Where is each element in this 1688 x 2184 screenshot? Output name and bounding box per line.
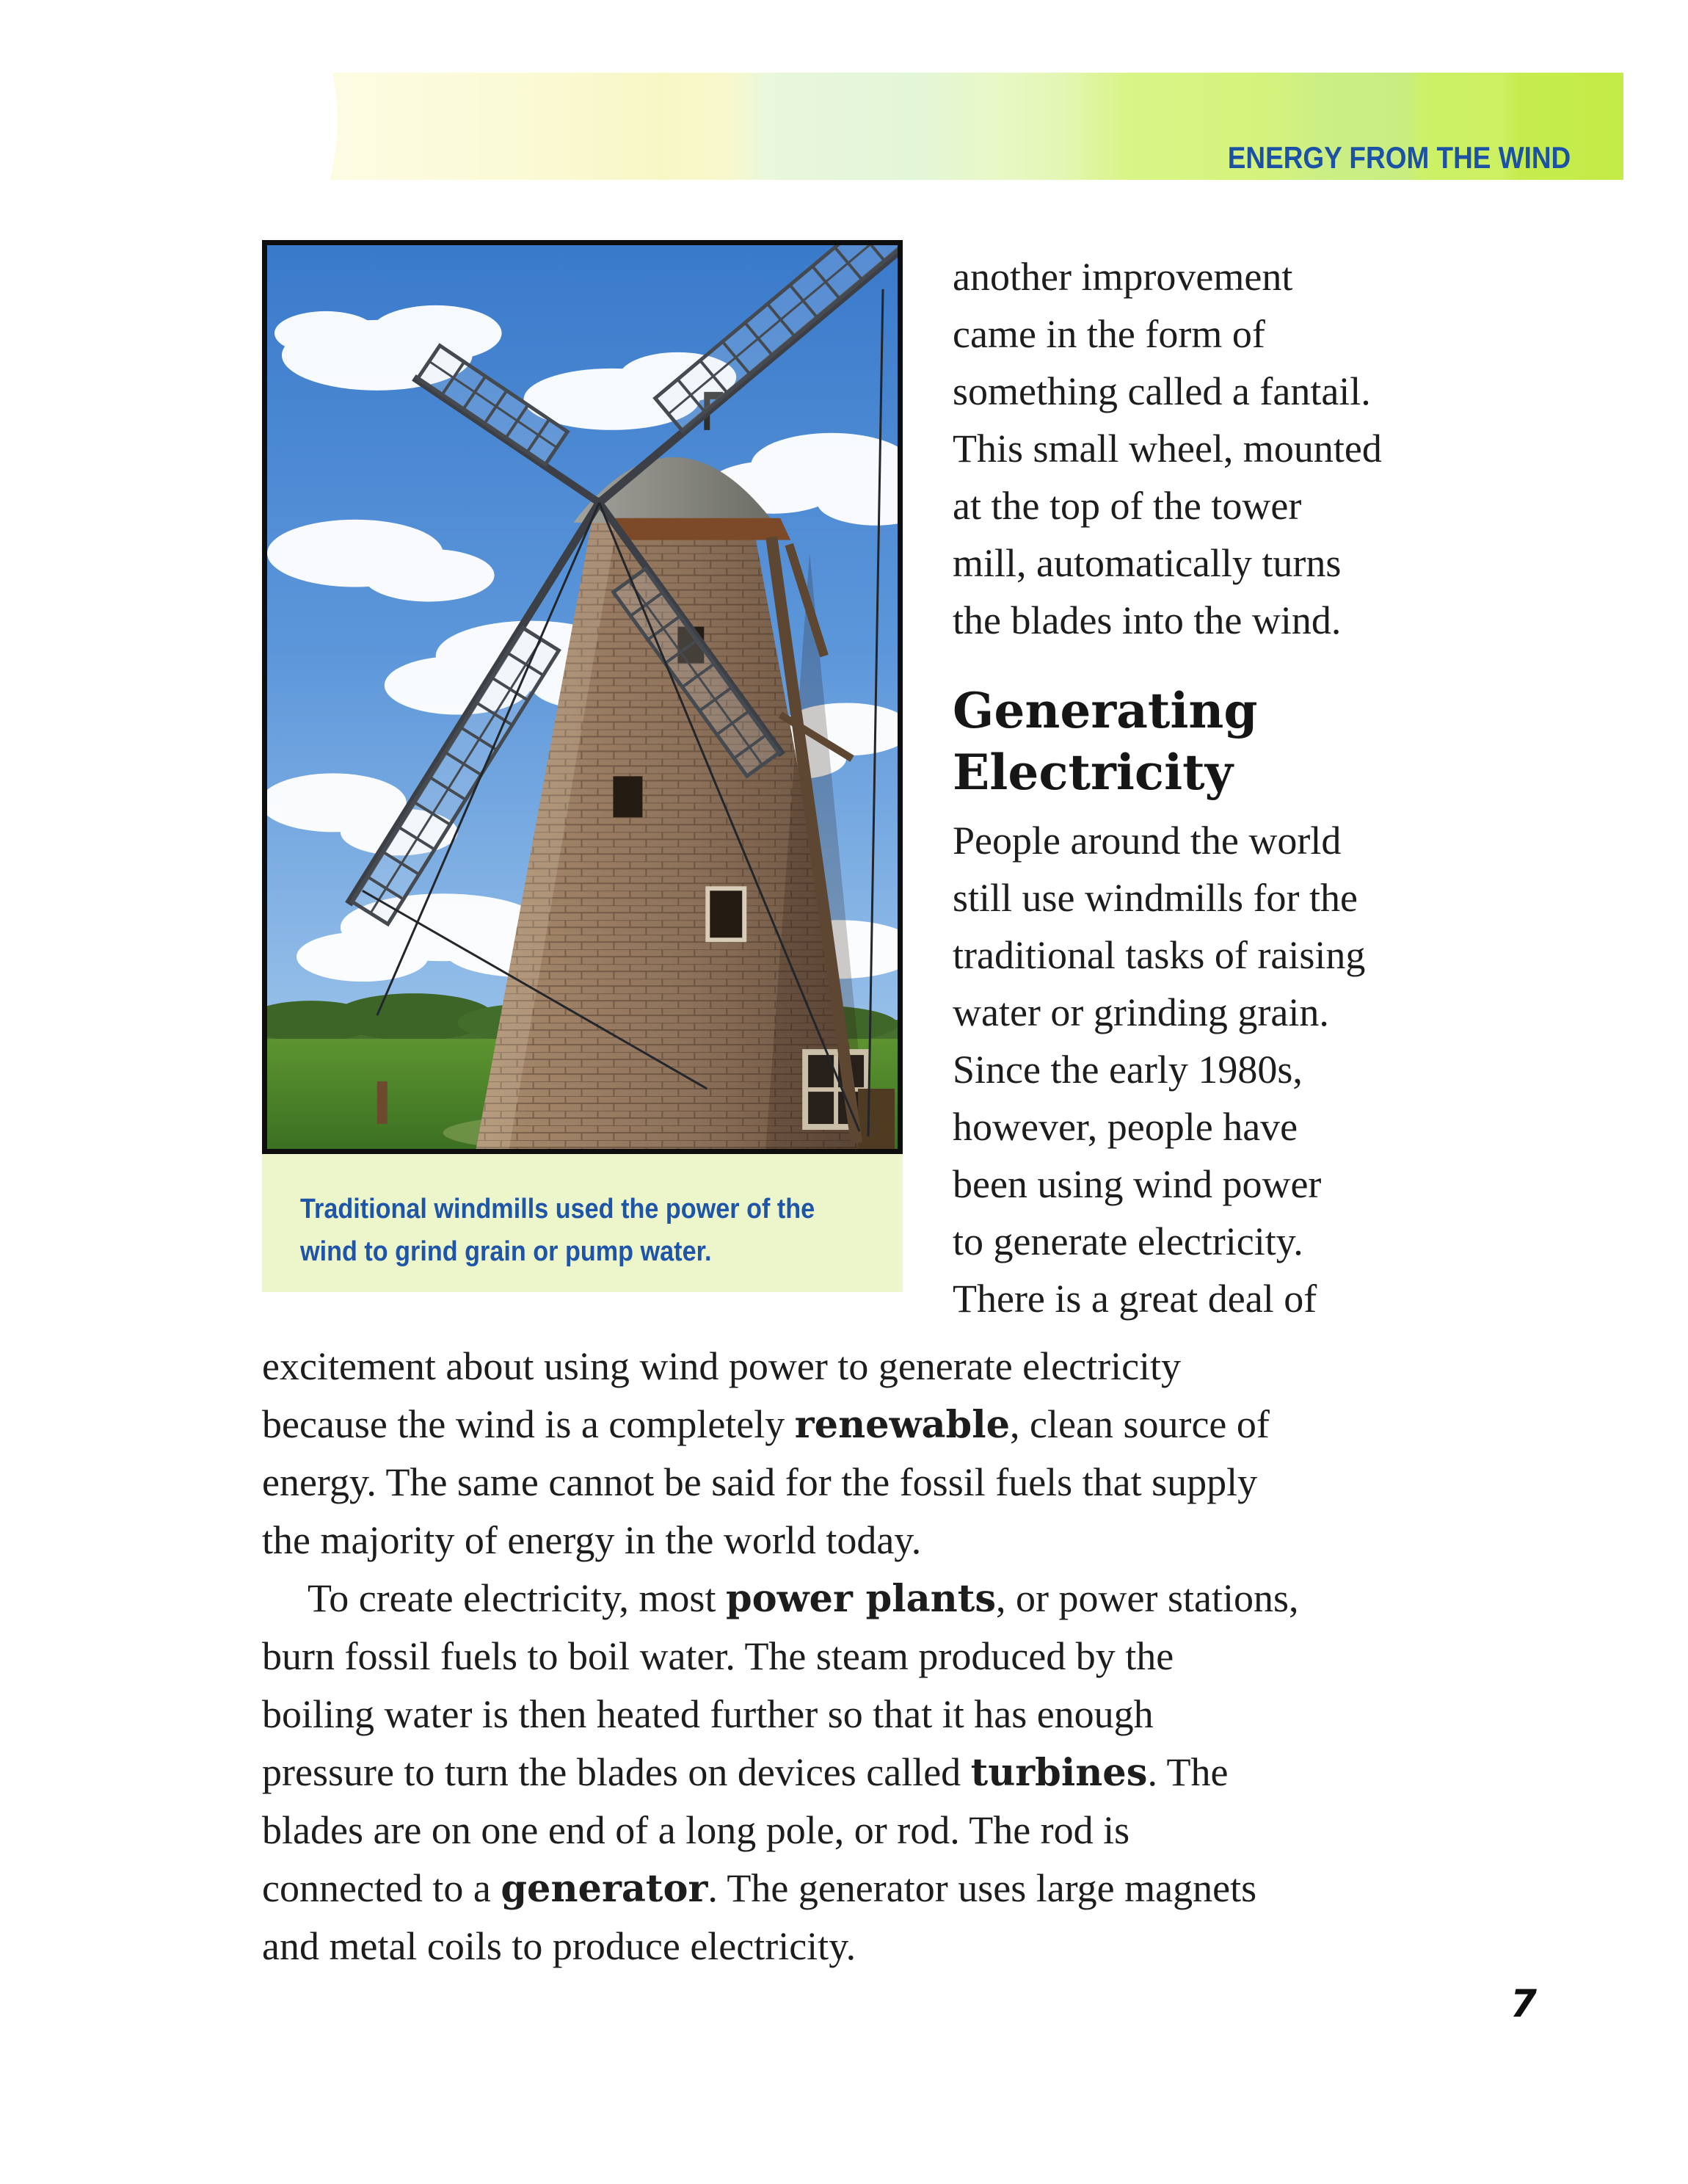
caption-line: Traditional windmills used the power of the — [300, 1194, 815, 1225]
caption-line: wind to grind grain or pump water. — [300, 1236, 712, 1267]
text-line: connected to a generator. The generator uses large magnets — [262, 1866, 1257, 1911]
text-line: This small wheel, mounted — [953, 427, 1382, 471]
paragraph — [953, 812, 1591, 1327]
fence-post — [377, 1081, 388, 1124]
text-line: mill, automatically turns — [953, 541, 1342, 585]
text-line: water or grinding grain. — [953, 990, 1329, 1034]
text-line: There is a great deal of — [953, 1277, 1317, 1321]
section-heading — [953, 680, 1591, 803]
text-line: however, people have — [953, 1105, 1298, 1149]
text-line: came in the form of — [953, 312, 1265, 356]
text-line: and metal coils to produce electricity. — [262, 1924, 856, 1968]
photo-caption — [262, 1154, 903, 1292]
text-line: the majority of energy in the world today. — [262, 1518, 922, 1562]
text-line: at the top of the tower — [953, 484, 1302, 528]
text-line: to generate electricity. — [953, 1219, 1303, 1263]
text-line: traditional tasks of raising — [953, 933, 1366, 977]
header-banner — [22, 73, 1623, 180]
text-line: burn fossil fuels to boil water. The steam produced by the — [262, 1634, 1174, 1678]
heading-line: Generating — [953, 682, 1258, 739]
text-line: the blades into the wind. — [953, 598, 1342, 642]
text-line: Since the early 1980s, — [953, 1048, 1303, 1092]
windmill-illustration — [267, 245, 898, 1149]
text-line: something called a fantail. — [953, 369, 1371, 413]
text-line: excitement about using wind power to generate electricity — [262, 1344, 1182, 1388]
main-text — [262, 1338, 1539, 1976]
text-line: People around the world — [953, 819, 1342, 863]
text-line: another improvement — [953, 255, 1293, 299]
text-line: boiling water is then heated further so that it has enough — [262, 1692, 1154, 1736]
text-line: pressure to turn the blades on devices called turbines. The — [262, 1750, 1229, 1795]
text-line: still use windmills for the — [953, 876, 1358, 920]
page-number: 7 — [1510, 1982, 1538, 2026]
heading-line: Electricity — [953, 744, 1233, 801]
text-line: energy. The same cannot be said for the fossil fuels that supply — [262, 1460, 1258, 1504]
text-line: To create electricity, most power plants, or power stations, — [308, 1576, 1299, 1621]
running-head: ENERGY FROM THE WIND — [1227, 140, 1571, 175]
text-line: blades are on one end of a long pole, or rod. The rod is — [262, 1808, 1130, 1852]
windmill-photo — [262, 240, 903, 1154]
right-column — [953, 248, 1591, 1327]
roof-rim — [611, 518, 790, 540]
text-line: because the wind is a completely renewable, clean source of — [262, 1402, 1270, 1447]
text-line: been using wind power — [953, 1162, 1322, 1206]
